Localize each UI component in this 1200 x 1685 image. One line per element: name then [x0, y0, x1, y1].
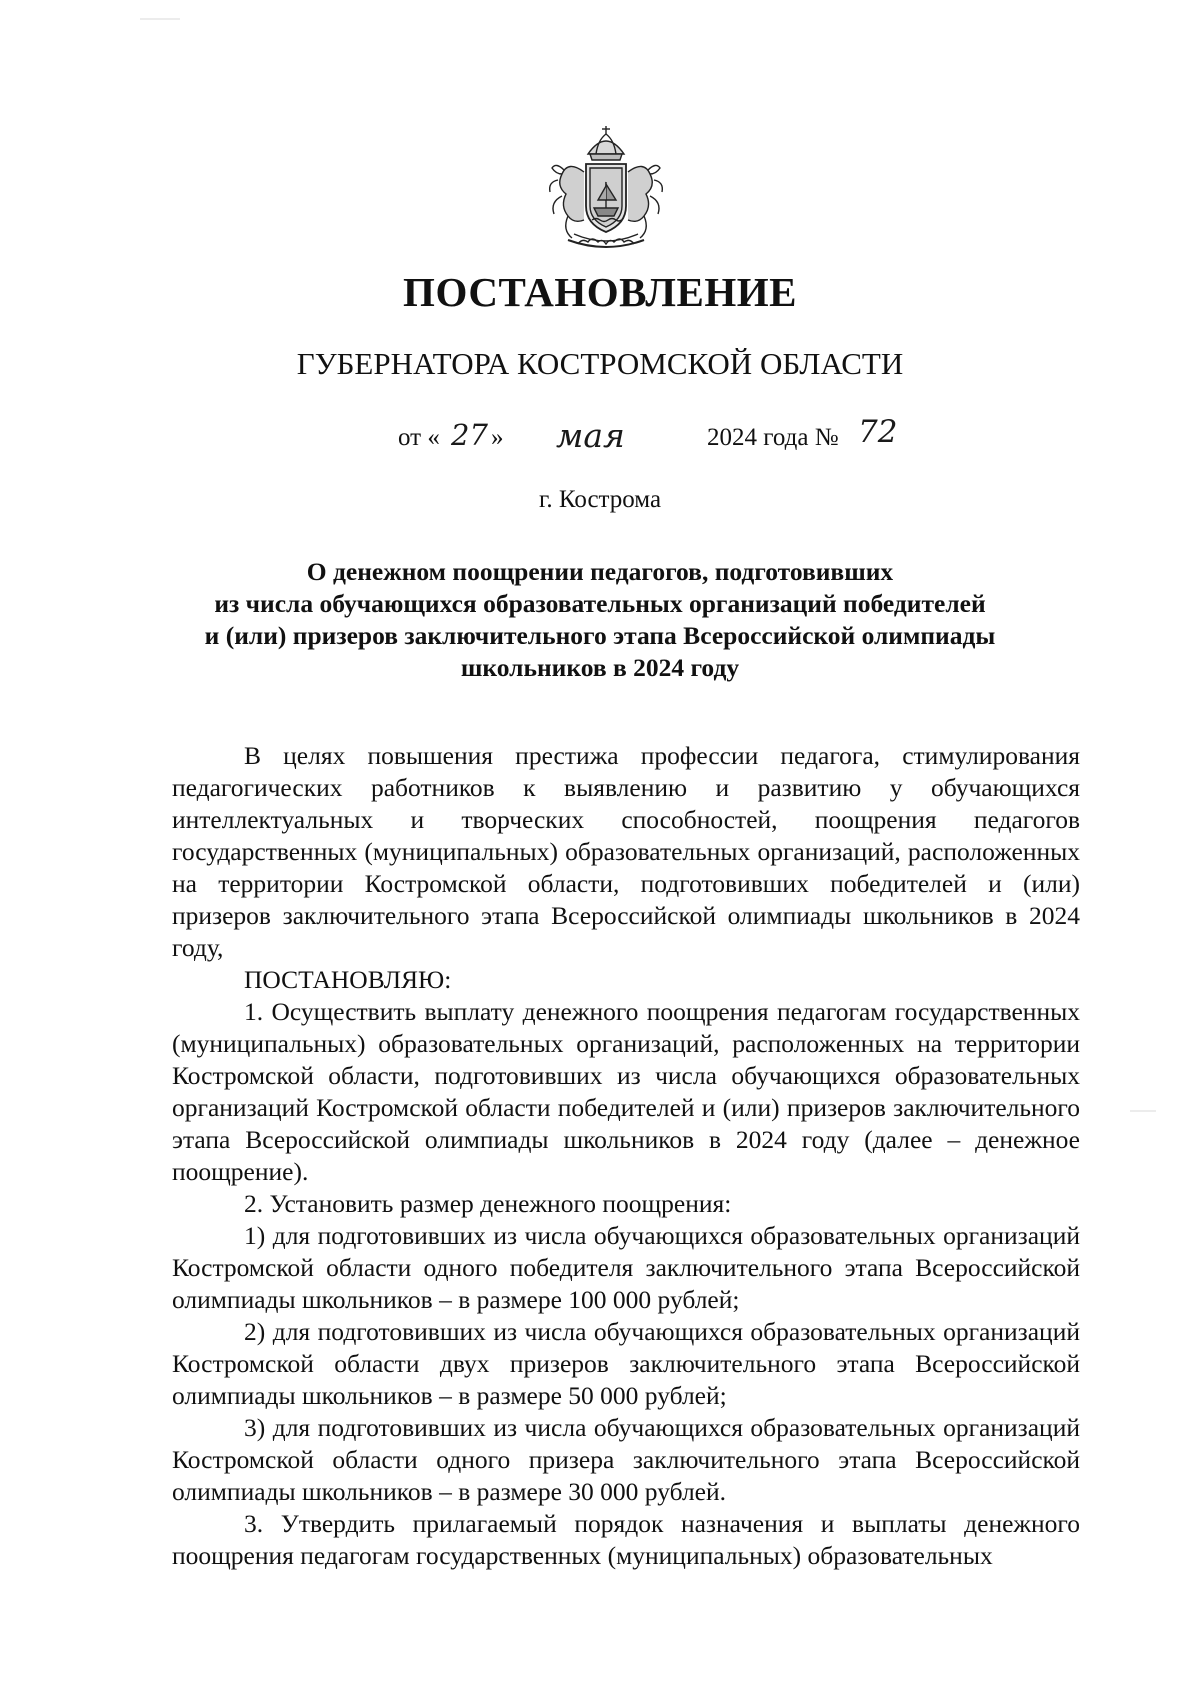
heading-line: и (или) призеров заключительного этапа Всероссийской олимпиады: [204, 621, 996, 650]
date-prefix: от «: [398, 424, 440, 451]
date-year-text: 2024 года №: [707, 424, 839, 451]
document-heading: [0, 556, 1200, 684]
body-paragraph: В целях повышения престижа профессии педагога, стимулирования педагогических работников к выявлению и развитию у обучающихся интеллектуальных и творческих способностей, поощрения педагогов государственных (муниципальных) образовательных организаций, расположенных на территории Костромской области, подготовивших победителей и (или) призеров заключительного этапа Всероссийской олимпиады школьников в 2024 году,: [172, 741, 1080, 962]
heading-line: из числа обучающихся образовательных организаций победителей: [214, 589, 986, 618]
body-paragraph: 1) для подготовивших из числа обучающихся образовательных организаций Костромской области одного победителя заключительного этапа Всероссийской олимпиады школьников – в размере 100 000 рублей;: [172, 1221, 1080, 1314]
body-paragraph: 3) для подготовивших из числа обучающихся образовательных организаций Костромской области одного призера заключительного этапа Всероссийской олимпиады школьников – в размере 30 000 рублей.: [172, 1413, 1080, 1506]
document-title: ПОСТАНОВЛЕНИЕ: [403, 269, 797, 315]
body-paragraph: 2) для подготовивших из числа обучающихся образовательных организаций Костромской области двух призеров заключительного этапа Всероссийской олимпиады школьников – в размере 50 000 рублей;: [172, 1317, 1080, 1410]
date-month-handwritten: мая: [556, 416, 625, 455]
body-paragraph: ПОСТАНОВЛЯЮ:: [244, 965, 452, 994]
date-day-handwritten: 27: [451, 418, 488, 452]
document-body: [172, 740, 1080, 1572]
coat-of-arms-icon: [538, 120, 674, 260]
document-subtitle: ГУБЕРНАТОРА КОСТРОМСКОЙ ОБЛАСТИ: [296, 346, 904, 381]
heading-line: школьников в 2024 году: [460, 653, 740, 682]
document-number-handwritten: 72: [858, 414, 898, 450]
heading-line: О денежном поощрении педагогов, подготовивших: [306, 557, 894, 586]
scan-speck: [1130, 1110, 1156, 1112]
body-paragraph: 1. Осуществить выплату денежного поощрения педагогам государственных (муниципальных) образовательных организаций, расположенных на территории Костромской области, подготовивших из числа обучающихся образовательных организаций Костромской области победителей и (или) призеров заключительного этапа Всероссийской олимпиады школьников в 2024 году (далее – денежное поощрение).: [172, 997, 1080, 1186]
city: г. Кострома: [538, 486, 662, 513]
date-mid: »: [491, 424, 504, 451]
body-paragraph: 3. Утвердить прилагаемый порядок назначения и выплаты денежного поощрения педагогам государственных (муниципальных) образовательных: [172, 1509, 1080, 1570]
scan-speck: [140, 18, 180, 20]
date-line: [0, 414, 1200, 462]
body-paragraph: 2. Установить размер денежного поощрения:: [244, 1189, 732, 1218]
